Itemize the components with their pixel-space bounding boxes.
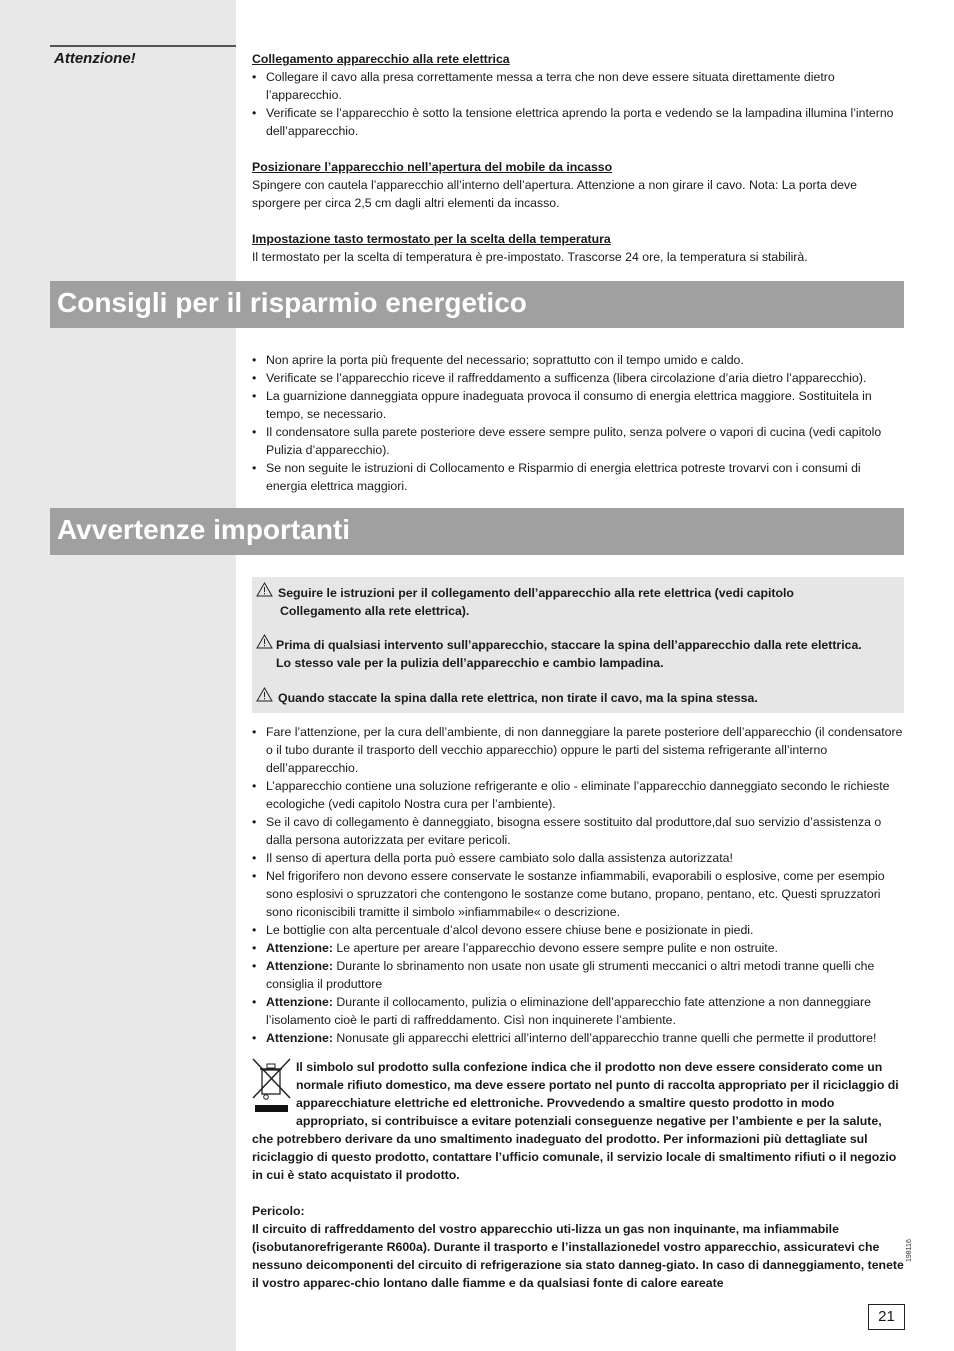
danger-text: Il circuito di raffreddamento del vostro apparecchio uti-lizza un gas non inquinante, ma infiammabile (isobutanorefrigerante R600a). Durante il trasporto e l’installazionedel vostro apparecchio, assicuratevi che nessuno deicomponenti del circuito di refrigerazione sia stato danneg-giato. In caso di danneggiamento, tenete il vostro apparec-chio lontano dalle fiamme e da qualsiasi fonte di calore eareate bbox=[252, 1222, 904, 1290]
list-item: • Se non seguite le istruzioni di Collocamento e Risparmio di energia elettrica potreste trovarvi con i consumi di energia elettrica maggiori. bbox=[252, 459, 904, 495]
left-margin-panel bbox=[0, 0, 236, 1351]
list-item: • Le bottiglie con alta percentuale d’alcol devono essere chiuse bene e posizionate in piedi. bbox=[252, 921, 904, 939]
warning-notice: Quando staccate la spina dalla rete elettrica, non tirate il cavo, ma la spina stessa. bbox=[256, 687, 758, 707]
section-heading: Posizionare l’apparecchio nell’apertura del mobile da incasso bbox=[252, 160, 613, 174]
paragraph: Spingere con cautela l’apparecchio all’interno dell’apertura. Attenzione a non girare il cavo. Nota: La porta deve sporgere per circa 2,5 cm dagli altri elementi da incasso. bbox=[252, 178, 857, 210]
attention-rule bbox=[50, 45, 236, 47]
list-item: • Verificate se l’apparecchio riceve il raffreddamento a sufficenza (libera circolazione d’aria dietro l’apparecchio). bbox=[252, 369, 904, 387]
weee-notice bbox=[252, 1058, 904, 1292]
list-item: • Nel frigorifero non devono essere conservate le sostanze infiammabili, evaporabili o esplosive, come per esempio sono esplosivi o spruzzatori che contengono le sostanze come butano, propano, pentano, etc. Questi spruzzatori sono riconiscibili tramitte il simbolo »infiammabile« o descrizione. bbox=[252, 867, 904, 921]
danger-title: Pericolo: bbox=[252, 1204, 305, 1218]
list-item: • Se il cavo di collegamento è danneggiato, bisogna essere sostituito dal produttore,dal suo servizio d’assistenza o dalla persona autorizzata per evitare pericoli. bbox=[252, 813, 904, 849]
section-heading: Impostazione tasto termostato per la scelta della temperatura bbox=[252, 232, 611, 246]
attention-label: Attenzione! bbox=[54, 50, 136, 67]
intro-sections bbox=[252, 50, 904, 266]
list-item: • Fare l’attenzione, per la cura dell’ambiente, di non danneggiare la parete posteriore dell’apparecchio (il condensatore o il tubo durante il trasporto dell vecchio apparecchio) oppure le parti del sistema refrigerante all’interno dell’apparecchio. bbox=[252, 723, 904, 777]
list-item: • Attenzione: Nonusate gli apparecchi elettrici all’interno dell’apparecchio tranne quelli che permette il produttore! bbox=[252, 1029, 904, 1047]
page-number: 21 bbox=[868, 1304, 905, 1330]
section-band-warnings bbox=[50, 508, 904, 555]
list-item: • Attenzione: Durante il collocamento, pulizia o eliminazione dell’apparecchio fate attenzione a non danneggiare l’isolamento cioè le parti di raffreddamento. Cisì non inquinerete l’ambiente. bbox=[252, 993, 904, 1029]
warning-notice: Seguire le istruzioni per il collegamento dell’apparecchio alla rete elettrica (vedi capitolo Collegamento alla rete elettrica). bbox=[256, 582, 794, 620]
list-item: • Il condensatore sulla parete posteriore deve essere sempre pulito, senza polvere o vapori di cucina (vedi capitolo Pulizia d’apparecchio). bbox=[252, 423, 904, 459]
list-item: • Verificate se l’apparecchio è sotto la tensione elettrica aprendo la porta e vedendo se la lampadina illumina l’interno dell’apparecchio. bbox=[252, 104, 904, 140]
list-item: • Attenzione: Le aperture per areare l’apparecchio devono essere sempre pulite e non ostruite. bbox=[252, 939, 904, 957]
paragraph: Il termostato per la scelta di temperatura è pre-impostato. Trascorse 24 ore, la temperatura si stabilirà. bbox=[252, 250, 808, 264]
warning-notice: Prima di qualsiasi intervento sull’apparecchio, staccare la spina dell’apparecchio dalla rete elettrica. Lo stesso vale per la pulizia dell’apparecchio e cambio lampadina. bbox=[256, 634, 862, 672]
section-title: Consigli per il risparmio energetico bbox=[57, 287, 527, 318]
list-item: • Il senso di apertura della porta può essere cambiato solo dalla assistenza autorizzata! bbox=[252, 849, 904, 867]
list-item: • La guarnizione danneggiata oppure inadeguata provoca il consumo di energia elettrica maggiore. Sostituitela in tempo, se necessario. bbox=[252, 387, 904, 423]
side-code: 198116 bbox=[906, 1239, 913, 1262]
section-title: Avvertenze importanti bbox=[57, 514, 351, 545]
crossed-out-bin-icon bbox=[252, 1058, 292, 1116]
bullet-list bbox=[252, 723, 904, 1047]
list-item: • Non aprire la porta più frequente del necessario; soprattutto con il tempo umido e caldo. bbox=[252, 351, 904, 369]
list-item: • Attenzione: Durante lo sbrinamento non usate non usate gli strumenti meccanici o altri metodi tranne quelli che consiglia il produttore bbox=[252, 957, 904, 993]
warning-triangle-icon bbox=[256, 634, 276, 654]
warning-box bbox=[252, 577, 904, 713]
list-item: • Collegare il cavo alla presa correttamente messa a terra che non deve essere situata direttamente dietro l’apparecchio. bbox=[252, 68, 904, 104]
section-heading: Collegamento apparecchio alla rete elettrica bbox=[252, 52, 510, 66]
section-band-energy bbox=[50, 281, 904, 328]
warning-triangle-icon bbox=[256, 582, 278, 602]
warning-triangle-icon bbox=[256, 687, 278, 707]
weee-text: Il simbolo sul prodotto sulla confezione indica che il prodotto non deve essere considerato come un normale rifiuto domestico, ma deve essere portato nel punto di raccolta appropriato per il riciclaggio di apparecchiature elettriche ed elettroniche. Provvedendo a smaltire questo prodotto in modo appropriato, si contribuisce a evitare potenziali conseguenze negative per l’ambiente e per la salute, che potrebbero derivare da uno smaltimento inadeguato del prodotto. Per informazioni più dettagliate sul riciclaggio di questo prodotto, contattare l’ufficio comunale, il servizio locale di smaltimento rifiuti o il negozio in cui è stato acquistato il prodotto. bbox=[252, 1060, 899, 1182]
warning-list bbox=[252, 723, 904, 1047]
energy-tips bbox=[252, 351, 904, 495]
list-item: • L’apparecchio contiene una soluzione refrigerante e olio - eliminate l’apparecchio danneggiato secondo le richieste ecologiche (vedi capitolo Nostra cura per l’ambiente). bbox=[252, 777, 904, 813]
bullet-list bbox=[252, 351, 904, 495]
bullet-list bbox=[252, 68, 904, 140]
